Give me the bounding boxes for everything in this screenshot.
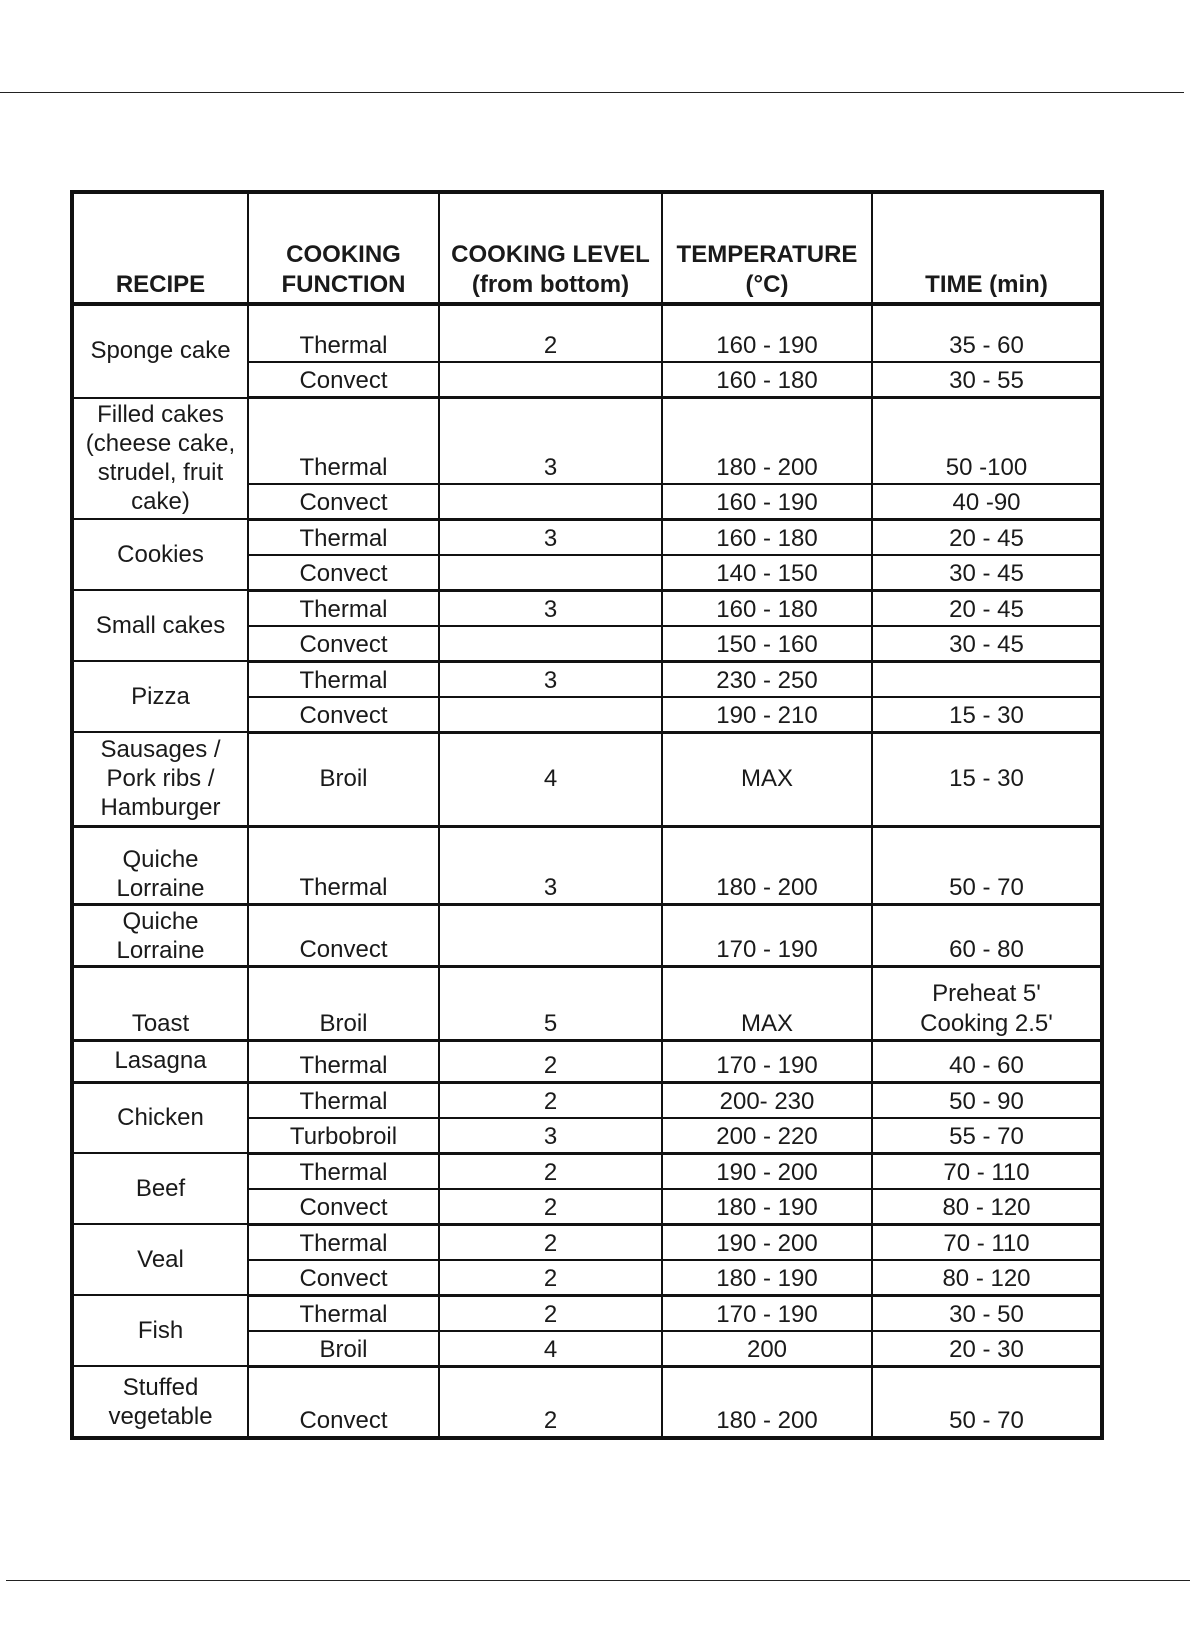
level-cell: 2: [439, 304, 662, 362]
time-cell: 20 - 45: [872, 590, 1102, 626]
level-cell: 2: [439, 1260, 662, 1296]
temperature-cell: 150 - 160: [662, 626, 872, 662]
function-cell: Convect: [248, 904, 439, 966]
function-cell: Convect: [248, 626, 439, 662]
level-cell: 2: [439, 1189, 662, 1225]
function-cell: Thermal: [248, 519, 439, 555]
temperature-cell: 160 - 190: [662, 304, 872, 362]
time-cell: 40 - 60: [872, 1040, 1102, 1082]
level-cell: 2: [439, 1295, 662, 1331]
table-row: [72, 1224, 1102, 1260]
level-cell: [439, 904, 662, 966]
time-cell: 40 -90: [872, 484, 1102, 520]
level-cell: 2: [439, 1040, 662, 1082]
recipe-cell: Sausages / Pork ribs / Hamburger: [72, 732, 248, 826]
table-row: [72, 1295, 1102, 1331]
temperature-cell: 160 - 180: [662, 362, 872, 398]
recipe-cell: Stuffed vegetable: [72, 1366, 248, 1438]
function-cell: Thermal: [248, 1082, 439, 1118]
time-cell: 20 - 30: [872, 1331, 1102, 1367]
function-cell: Convect: [248, 1260, 439, 1296]
function-cell: Turbobroil: [248, 1118, 439, 1154]
time-cell: 50 - 90: [872, 1082, 1102, 1118]
table-row: [72, 1366, 1102, 1438]
time-cell: 30 - 55: [872, 362, 1102, 398]
header-level-line1: COOKING LEVEL: [451, 241, 650, 268]
table-row: [72, 590, 1102, 626]
time-cell: 35 - 60: [872, 304, 1102, 362]
function-cell: Thermal: [248, 661, 439, 697]
level-cell: 4: [439, 1331, 662, 1367]
temperature-cell: 180 - 190: [662, 1260, 872, 1296]
bottom-rule: [6, 1580, 1190, 1581]
table-row: [72, 304, 1102, 362]
time-cell: 15 - 30: [872, 697, 1102, 733]
table-row: [72, 398, 1102, 484]
time-cell: 80 - 120: [872, 1260, 1102, 1296]
function-cell: Thermal: [248, 590, 439, 626]
level-cell: [439, 484, 662, 520]
temperature-cell: 170 - 190: [662, 1040, 872, 1082]
temperature-cell: 160 - 180: [662, 590, 872, 626]
recipe-cell: Chicken: [72, 1082, 248, 1153]
level-cell: [439, 555, 662, 591]
time-line2: Cooking 2.5': [920, 1009, 1053, 1037]
level-cell: 3: [439, 1118, 662, 1154]
function-cell: Broil: [248, 732, 439, 826]
level-cell: 2: [439, 1082, 662, 1118]
header-level-line2: (from bottom): [471, 271, 630, 298]
level-cell: [439, 697, 662, 733]
function-cell: Broil: [248, 1331, 439, 1367]
time-cell: 30 - 45: [872, 555, 1102, 591]
recipe-cell: Cookies: [72, 519, 248, 590]
header-temperature: [662, 192, 872, 304]
temperature-cell: MAX: [662, 732, 872, 826]
cooking-table: [70, 190, 1104, 1440]
header-temperature-line2: (°C): [745, 271, 789, 298]
time-cell: 15 - 30: [872, 732, 1102, 826]
recipe-cell: Filled cakes (cheese cake, strudel, fruit cake): [72, 398, 248, 520]
table-row: [72, 1040, 1102, 1082]
level-cell: 3: [439, 398, 662, 484]
temperature-cell: 160 - 180: [662, 519, 872, 555]
time-cell: 50 - 70: [872, 1366, 1102, 1438]
function-cell: Convect: [248, 1189, 439, 1225]
temperature-cell: 230 - 250: [662, 661, 872, 697]
recipe-cell: Quiche Lorraine: [72, 826, 248, 904]
table-row: [72, 732, 1102, 826]
function-cell: Convect: [248, 362, 439, 398]
time-cell: 50 -100: [872, 398, 1102, 484]
level-cell: [439, 362, 662, 398]
level-cell: 2: [439, 1224, 662, 1260]
header-function-line2: FUNCTION: [281, 271, 406, 298]
header-function: [248, 192, 439, 304]
function-cell: Thermal: [248, 398, 439, 484]
time-cell: 60 - 80: [872, 904, 1102, 966]
level-cell: 3: [439, 519, 662, 555]
temperature-cell: 190 - 200: [662, 1224, 872, 1260]
table-row: [72, 661, 1102, 697]
temperature-cell: 180 - 200: [662, 398, 872, 484]
recipe-cell: Fish: [72, 1295, 248, 1366]
temperature-cell: MAX: [662, 966, 872, 1040]
level-cell: 4: [439, 732, 662, 826]
temperature-cell: 180 - 190: [662, 1189, 872, 1225]
function-cell: Convect: [248, 484, 439, 520]
temperature-cell: 140 - 150: [662, 555, 872, 591]
header-row: [72, 192, 1102, 304]
level-cell: 3: [439, 826, 662, 904]
function-cell: Thermal: [248, 1295, 439, 1331]
header-level: [439, 192, 662, 304]
time-cell: 80 - 120: [872, 1189, 1102, 1225]
level-cell: 5: [439, 966, 662, 1040]
level-cell: 2: [439, 1153, 662, 1189]
function-cell: Thermal: [248, 1224, 439, 1260]
table-row: [72, 519, 1102, 555]
top-rule: [0, 92, 1184, 93]
time-cell: 55 - 70: [872, 1118, 1102, 1154]
recipe-cell: Lasagna: [72, 1040, 248, 1082]
level-cell: 3: [439, 590, 662, 626]
function-cell: Thermal: [248, 304, 439, 362]
function-cell: Thermal: [248, 1040, 439, 1082]
function-cell: Convect: [248, 697, 439, 733]
recipe-cell: Sponge cake: [72, 304, 248, 398]
level-cell: [439, 626, 662, 662]
function-cell: Convect: [248, 1366, 439, 1438]
time-cell: [872, 661, 1102, 697]
time-cell: 70 - 110: [872, 1153, 1102, 1189]
temperature-cell: 180 - 200: [662, 826, 872, 904]
time-cell: [872, 966, 1102, 1040]
function-cell: Convect: [248, 555, 439, 591]
time-cell: 50 - 70: [872, 826, 1102, 904]
temperature-cell: 200 - 220: [662, 1118, 872, 1154]
temperature-cell: 200: [662, 1331, 872, 1367]
temperature-cell: 200- 230: [662, 1082, 872, 1118]
table-row: [72, 904, 1102, 966]
recipe-cell: Small cakes: [72, 590, 248, 661]
header-time: TIME (min): [872, 192, 1102, 304]
temperature-cell: 190 - 200: [662, 1153, 872, 1189]
temperature-cell: 180 - 200: [662, 1366, 872, 1438]
recipe-cell: Quiche Lorraine: [72, 904, 248, 966]
temperature-cell: 190 - 210: [662, 697, 872, 733]
recipe-cell: Veal: [72, 1224, 248, 1295]
time-cell: 70 - 110: [872, 1224, 1102, 1260]
table-row: [72, 826, 1102, 904]
table-row: [72, 1082, 1102, 1118]
recipe-cell: Toast: [72, 966, 248, 1040]
header-temperature-line1: TEMPERATURE: [676, 241, 858, 268]
recipe-cell: Beef: [72, 1153, 248, 1224]
temperature-cell: 160 - 190: [662, 484, 872, 520]
header-function-line1: COOKING: [286, 241, 401, 268]
temperature-cell: 170 - 190: [662, 904, 872, 966]
function-cell: Thermal: [248, 1153, 439, 1189]
table-row: [72, 1153, 1102, 1189]
function-cell: Thermal: [248, 826, 439, 904]
time-cell: 30 - 50: [872, 1295, 1102, 1331]
temperature-cell: 170 - 190: [662, 1295, 872, 1331]
recipe-cell: Pizza: [72, 661, 248, 732]
function-cell: Broil: [248, 966, 439, 1040]
time-line1: Preheat 5': [932, 979, 1041, 1007]
time-cell: 30 - 45: [872, 626, 1102, 662]
level-cell: 2: [439, 1366, 662, 1438]
header-recipe: RECIPE: [72, 192, 248, 304]
time-cell: 20 - 45: [872, 519, 1102, 555]
level-cell: 3: [439, 661, 662, 697]
table-row: [72, 966, 1102, 1040]
